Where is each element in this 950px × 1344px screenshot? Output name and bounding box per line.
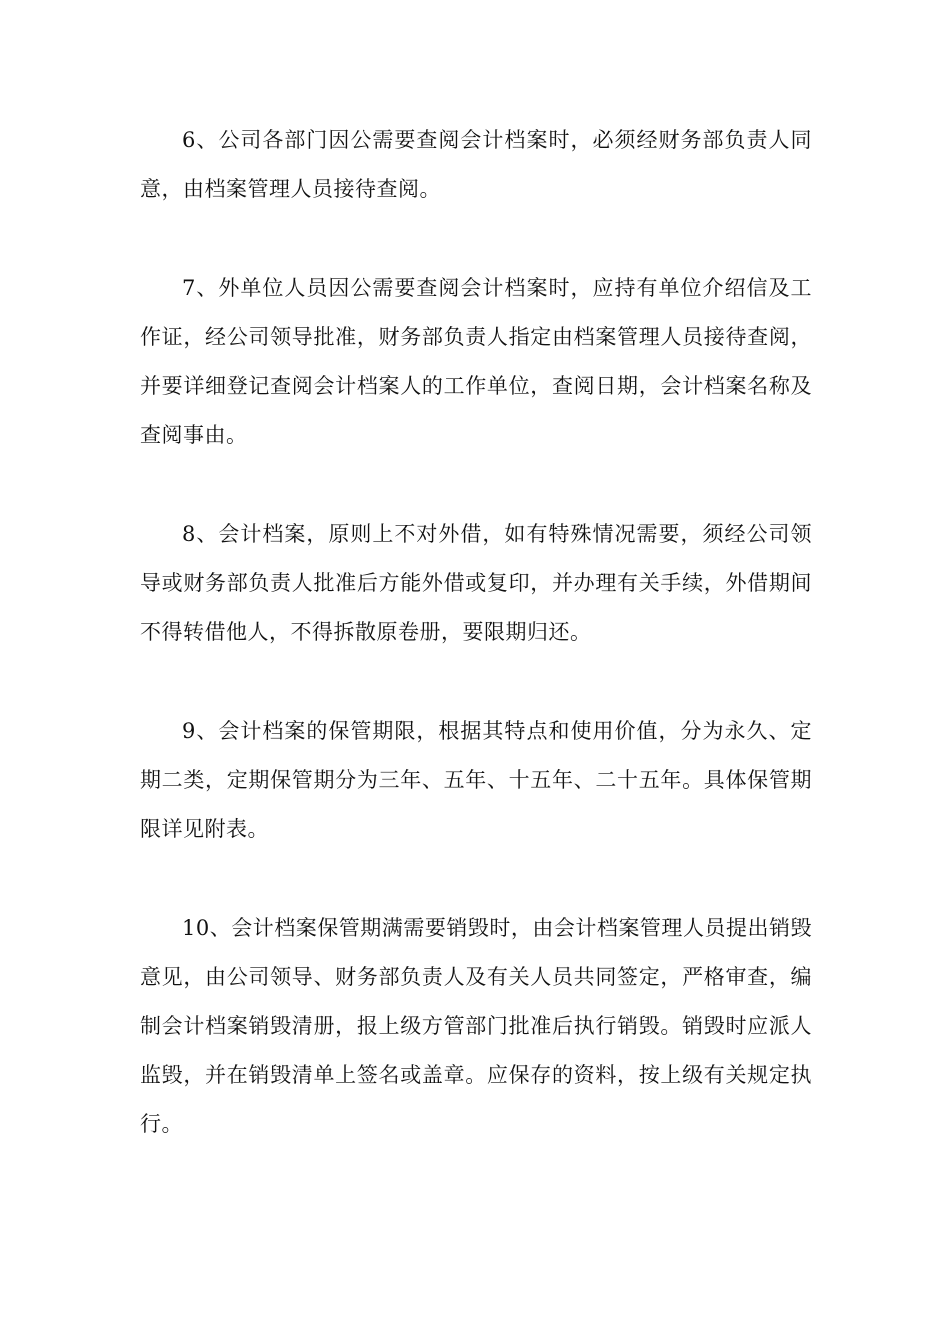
paragraph-8: 8、会计档案，原则上不对外借，如有特殊情况需要，须经公司领导或财务部负责人批准后方能外借或复印，并办理有关手续，外借期间不得转借他人，不得拆散原卷册，要限期归还。 [140, 522, 812, 644]
paragraph-6: 6、公司各部门因公需要查阅会计档案时，必须经财务部负责人同意，由档案管理人员接待查阅。 [140, 128, 812, 201]
paragraph-9: 9、会计档案的保管期限，根据其特点和使用价值，分为永久、定期二类，定期保管期分为三年、五年、十五年、二十五年。具体保管期限详见附表。 [140, 719, 812, 841]
paragraph-10: 10、会计档案保管期满需要销毁时，由会计档案管理人员提出销毁意见，由公司领导、财务部负责人及有关人员共同签定，严格审查，编制会计档案销毁清册，报上级方管部门批准后执行销毁。销毁时应派人监毁，并在销毁清单上签名或盖章。应保存的资料，按上级有关规定执行。 [140, 916, 812, 1136]
paragraph-7: 7、外单位人员因公需要查阅会计档案时，应持有单位介绍信及工作证，经公司领导批准，财务部负责人指定由档案管理人员接待查阅，并要详细登记查阅会计档案人的工作单位，查阅日期，会计档案名称及查阅事由。 [140, 276, 812, 447]
